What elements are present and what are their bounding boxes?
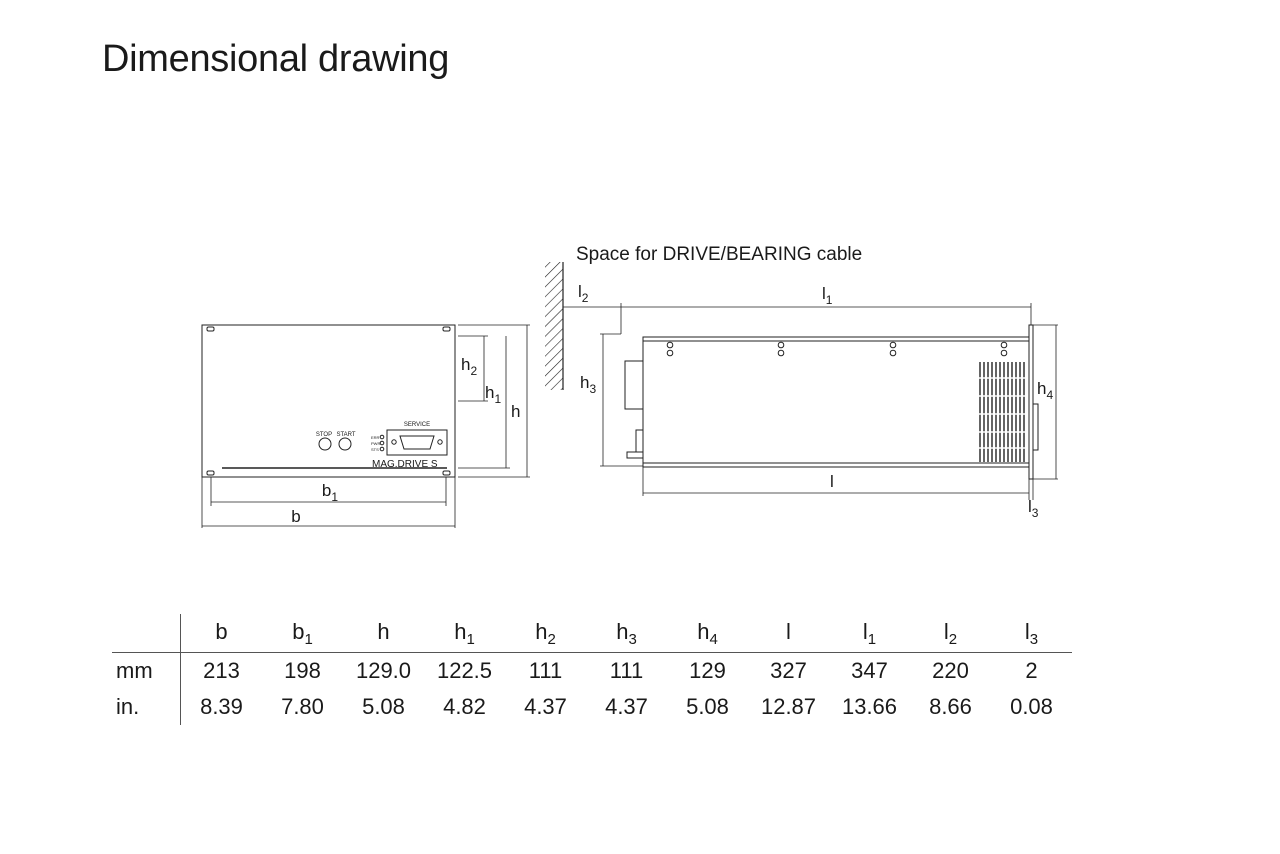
table-cell: 5.08 bbox=[686, 694, 729, 719]
status-led bbox=[380, 447, 384, 451]
page-title: Dimensional drawing bbox=[102, 38, 450, 80]
mounting-slot bbox=[207, 327, 214, 331]
side-view bbox=[545, 244, 1058, 520]
dim-label-b: b bbox=[291, 507, 301, 526]
table-row-in bbox=[112, 689, 1072, 725]
table-row-mm bbox=[112, 653, 1072, 690]
table-cell: 7.80 bbox=[281, 694, 324, 719]
start-button bbox=[339, 438, 351, 450]
table-cell: 4.82 bbox=[443, 694, 486, 719]
ventilation-grille bbox=[980, 362, 1024, 462]
side-connector bbox=[1033, 404, 1038, 450]
table-cell: 13.66 bbox=[841, 694, 898, 719]
cable-space-note: Space for DRIVE/BEARING cable bbox=[576, 244, 863, 265]
status-led bbox=[380, 441, 384, 445]
housing-outline bbox=[643, 337, 1029, 467]
front-panel-outline bbox=[202, 325, 455, 477]
rear-bracket bbox=[636, 430, 643, 452]
column-header: $h_2$ bbox=[505, 614, 586, 653]
table-cell: 111 bbox=[609, 658, 644, 683]
stop-label: STOP bbox=[315, 432, 333, 438]
start-label: START bbox=[336, 432, 356, 438]
connector-screw bbox=[438, 440, 442, 444]
front-view bbox=[202, 325, 530, 528]
led-label: STS bbox=[371, 447, 379, 452]
table-cell: 122.5 bbox=[436, 658, 493, 683]
table-cell: 4.37 bbox=[605, 694, 648, 719]
dim-label-l1: $l_1$ bbox=[822, 284, 833, 307]
screw-group bbox=[667, 342, 1007, 356]
connector-screw bbox=[392, 440, 396, 444]
dim-label-h: h bbox=[511, 402, 521, 421]
table-cell: 129.0 bbox=[355, 658, 412, 683]
dim-label-l3: $l_3$ bbox=[1028, 497, 1039, 520]
status-led bbox=[380, 435, 384, 439]
table-cell: 129 bbox=[689, 658, 726, 683]
column-header: $l_3$ bbox=[991, 614, 1072, 653]
table-cell: 4.37 bbox=[524, 694, 567, 719]
led-label: ERR bbox=[371, 435, 380, 440]
dim-label-l2: $l_2$ bbox=[578, 282, 589, 305]
mounting-slot bbox=[207, 471, 214, 475]
table-corner-cell bbox=[112, 614, 181, 653]
front-plate bbox=[1029, 325, 1033, 479]
table-cell: 198 bbox=[284, 658, 321, 683]
column-header: b bbox=[181, 614, 263, 653]
unit-label: mm bbox=[112, 653, 181, 690]
unit-label: in. bbox=[112, 689, 181, 725]
table-cell: 347 bbox=[851, 658, 888, 683]
table-cell: 8.39 bbox=[200, 694, 243, 719]
dim-label-h1: $h_1$ bbox=[485, 383, 502, 406]
rear-foot bbox=[627, 452, 643, 458]
table-cell: 0.08 bbox=[1010, 694, 1053, 719]
service-label: SERVICE bbox=[403, 422, 431, 428]
table-cell: 12.87 bbox=[760, 694, 817, 719]
table-cell: 111 bbox=[528, 658, 563, 683]
column-header: $l_2$ bbox=[910, 614, 991, 653]
wall-hatch bbox=[545, 262, 563, 390]
model-label: MAG.DRIVE S bbox=[372, 459, 438, 470]
dim-label-h4: $h_4$ bbox=[1037, 379, 1054, 402]
led-label: PWR bbox=[371, 441, 381, 446]
table-cell: 5.08 bbox=[362, 694, 405, 719]
column-header: $l_1$ bbox=[829, 614, 910, 653]
table-header-row bbox=[112, 614, 1072, 653]
table-cell: 2 bbox=[1025, 658, 1038, 683]
mounting-slot bbox=[443, 471, 450, 475]
table-cell: 8.66 bbox=[929, 694, 972, 719]
mounting-slot bbox=[443, 327, 450, 331]
table-cell: 213 bbox=[203, 658, 240, 683]
dim-label-b1: $b_1$ bbox=[321, 481, 339, 504]
dimension-table bbox=[112, 614, 1072, 725]
column-header: l bbox=[748, 614, 829, 653]
dim-label-h2: $h_2$ bbox=[461, 355, 478, 378]
column-header: $b_1$ bbox=[262, 614, 343, 653]
stop-button bbox=[319, 438, 331, 450]
dim-label-l: l bbox=[830, 472, 834, 491]
rear-connector-block bbox=[625, 361, 643, 409]
table-cell: 327 bbox=[770, 658, 807, 683]
sub-d-connector bbox=[400, 436, 434, 449]
column-header: $h_4$ bbox=[667, 614, 748, 653]
dim-label-h3: $h_3$ bbox=[580, 373, 597, 396]
table-cell: 220 bbox=[932, 658, 969, 683]
column-header: h bbox=[343, 614, 424, 653]
column-header: $h_3$ bbox=[586, 614, 667, 653]
column-header: $h_1$ bbox=[424, 614, 505, 653]
